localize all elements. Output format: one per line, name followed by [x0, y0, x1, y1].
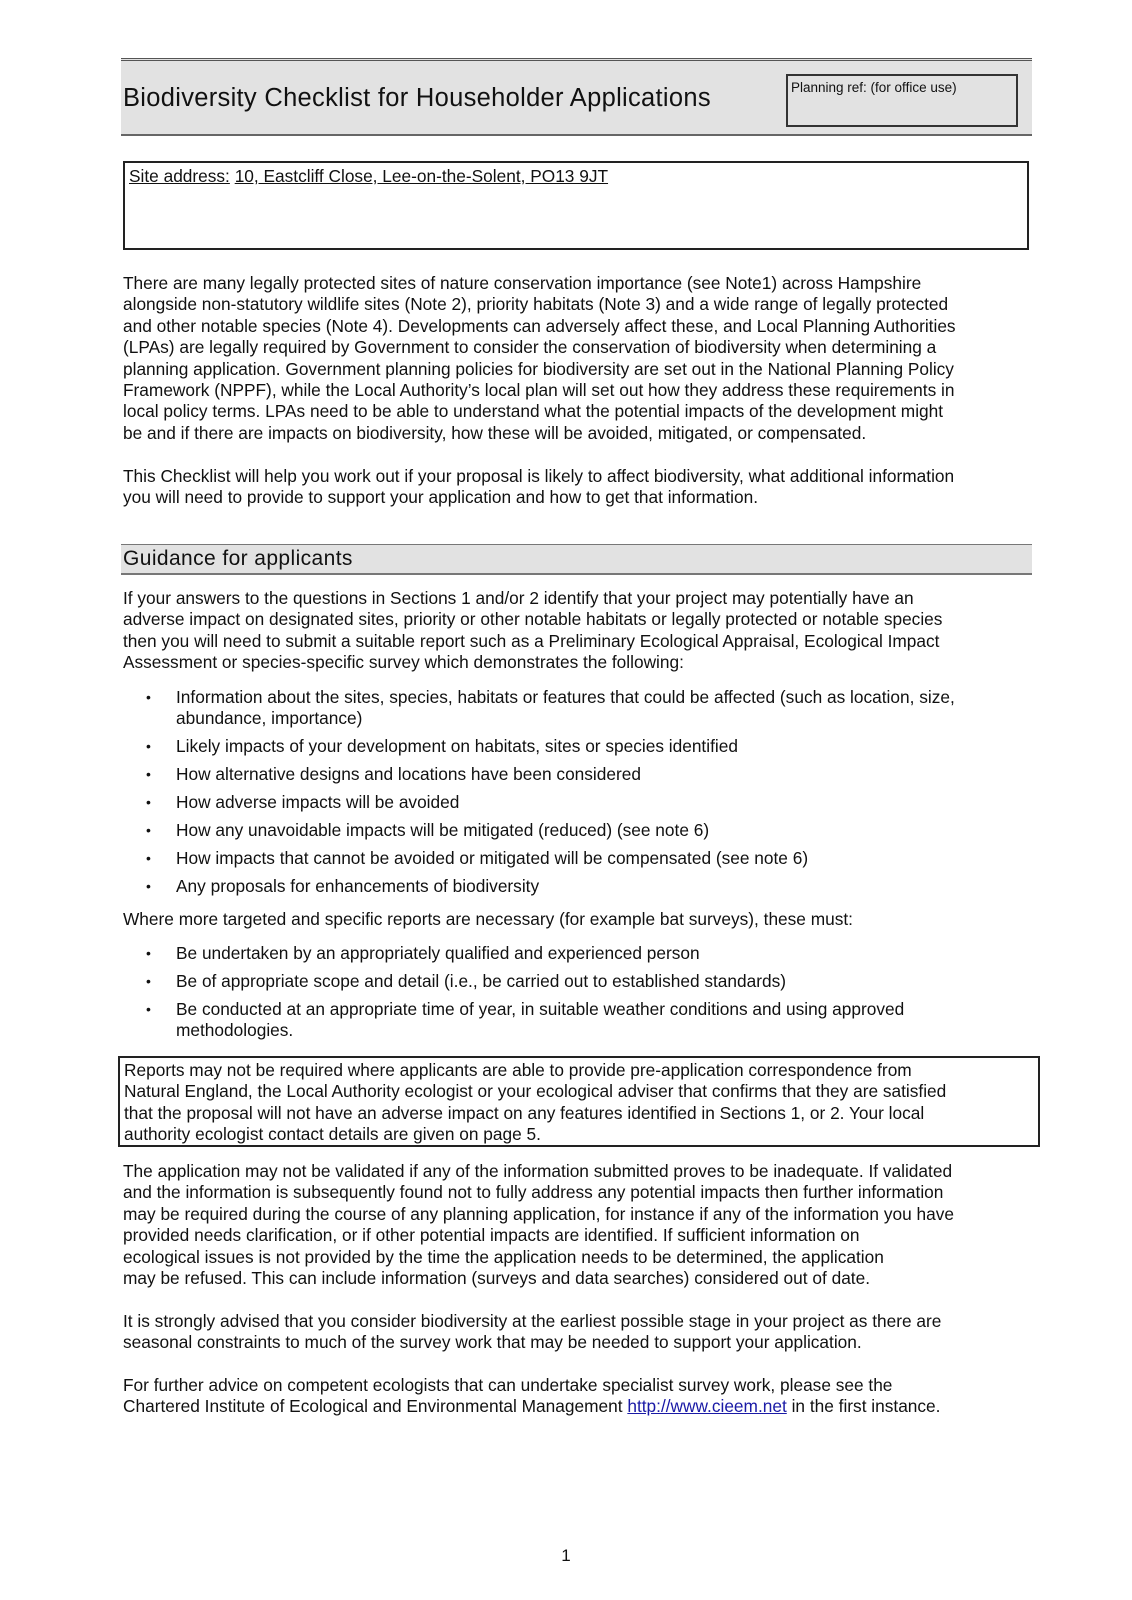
bullet-item [123, 820, 955, 841]
bullet-item [123, 876, 955, 897]
cieem-link[interactable]: http://www.cieem.net [627, 1396, 787, 1417]
text-line: There are many legally protected sites of nature conservation importance (see Note1) across Hampshire [123, 273, 922, 293]
text-line: abundance, importance) [176, 708, 363, 729]
guidance-paragraph-2: Where more targeted and specific reports are necessary (for example bat surveys), these must: [123, 909, 853, 929]
note-box [118, 1056, 1040, 1147]
guidance-paragraph-3 [123, 1161, 954, 1289]
text-line: Reports may not be required where applicants are able to provide pre-application correspondence from [124, 1060, 912, 1080]
text-line: that the proposal will not have an adverse impact on any features identified in Sections 1, or 2. Your local [124, 1102, 925, 1123]
bullet-item [123, 792, 955, 813]
text-line: • How alternative designs and locations have been considered [176, 764, 641, 785]
text-line: • How adverse impacts will be avoided [176, 792, 460, 813]
text-line: • Be undertaken by an appropriately qualified and experienced person [176, 943, 700, 963]
text-line: provided needs clarification, or if other potential impacts are identified. If sufficient information on [123, 1225, 860, 1246]
planning-ref-label: Planning ref: (for office use) [791, 80, 957, 95]
bullet-item [123, 848, 955, 869]
guidance-paragraph-1 [123, 588, 942, 674]
page-number: 1 [561, 1546, 571, 1565]
text-line: authority ecologist contact details are given on page 5. [124, 1124, 541, 1145]
text-line: may be required during the course of any planning application, for instance if any of the information you have [123, 1203, 954, 1224]
text-span: in the first instance. [786, 1396, 941, 1417]
text-line: ecological issues is not provided by the time the application needs to be determined, the application [123, 1246, 884, 1267]
guidance-paragraph-4 [123, 1311, 941, 1354]
planning-ref-field[interactable] [786, 74, 1018, 127]
bullet-item [123, 971, 904, 992]
intro-paragraph-1 [123, 273, 956, 444]
text-line: • How impacts that cannot be avoided or mitigated will be compensated (see note 6) [176, 848, 809, 869]
text-line: alongside non-statutory wildlife sites (Note 2), priority habitats (Note 3) and a wide range of legally protected [123, 294, 949, 315]
bullet-item [123, 736, 955, 757]
text-line: • Information about the sites, species, habitats or features that could be affected (such as location, size, [176, 687, 955, 707]
bullet-item [123, 764, 955, 785]
text-line: For further advice on competent ecologists that can undertake specialist survey work, please see the [123, 1375, 893, 1395]
text-span: Chartered Institute of Ecological and Environmental Management [123, 1396, 628, 1417]
text-line: then you will need to submit a suitable report such as a Preliminary Ecological Appraisal, Ecological Impact [123, 630, 940, 651]
text-line: • How any unavoidable impacts will be mitigated (reduced) (see note 6) [176, 820, 710, 841]
text-line: Framework (NPPF), while the Local Authority’s local plan will set out how they address these requirements in [123, 380, 955, 401]
text-line: be and if there are impacts on biodiversity, how these will be avoided, mitigated, or compensated. [123, 422, 867, 443]
requirements-list [123, 687, 955, 904]
bullet-item [123, 999, 904, 1042]
text-line: • Any proposals for enhancements of biodiversity [176, 876, 540, 897]
text-line: seasonal constraints to much of the survey work that may be needed to support your application. [123, 1332, 862, 1353]
text-line: (LPAs) are legally required by Government to consider the conservation of biodiversity when determining a [123, 337, 937, 358]
page-title: Biodiversity Checklist for Householder Applications [123, 84, 711, 112]
text-line: adverse impact on designated sites, priority or other notable habitats or legally protected or notable species [123, 609, 943, 630]
text-line: • Be conducted at an appropriate time of year, in suitable weather conditions and using approved [176, 999, 905, 1019]
text-line: planning application. Government planning policies for biodiversity are set out in the National Planning Policy [123, 358, 954, 379]
site-address-label: Site address: [129, 166, 230, 186]
text-line: Assessment or species-specific survey which demonstrates the following: [123, 652, 684, 673]
intro-paragraph-2 [123, 466, 954, 509]
text-line: This Checklist will help you work out if your proposal is likely to affect biodiversity, what additional information [123, 466, 955, 486]
site-address-value: 10, Eastcliff Close, Lee-on-the-Solent, PO13 9JT [234, 166, 609, 186]
text-line: • Be of appropriate scope and detail (i.e., be carried out to established standards) [176, 971, 787, 991]
text-line: and other notable species (Note 4). Developments can adversely affect these, and Local Planning Authorities [123, 315, 956, 336]
text-line: methodologies. [176, 1020, 294, 1041]
guidance-paragraph-5 [123, 1375, 940, 1418]
text-line: If your answers to the questions in Sections 1 and/or 2 identify that your project may potentially have an [123, 588, 914, 608]
bullet-item [123, 943, 904, 964]
text-line: local policy terms. LPAs need to be able to understand what the potential impacts of the development might [123, 401, 944, 422]
guidance-heading: Guidance for applicants [123, 547, 353, 570]
text-line [123, 1396, 940, 1417]
text-line: and the information is subsequently found not to fully address any potential impacts then further information [123, 1182, 944, 1203]
text-line: you will need to provide to support your application and how to get that information. [123, 487, 758, 508]
text-line: The application may not be validated if any of the information submitted proves to be inadequate. If validated [123, 1161, 953, 1181]
report-standards-list [123, 943, 904, 1048]
site-address-box[interactable] [123, 161, 1029, 250]
text-line: Natural England, the Local Authority ecologist or your ecological adviser that confirms that they are satisfied [124, 1081, 947, 1102]
text-line: may be refused. This can include information (surveys and data searches) considered out of date. [123, 1268, 871, 1289]
bullet-item [123, 687, 955, 730]
text-line: It is strongly advised that you consider biodiversity at the earliest possible stage in your project as there are [123, 1311, 942, 1331]
text-line: • Likely impacts of your development on habitats, sites or species identified [176, 736, 738, 757]
